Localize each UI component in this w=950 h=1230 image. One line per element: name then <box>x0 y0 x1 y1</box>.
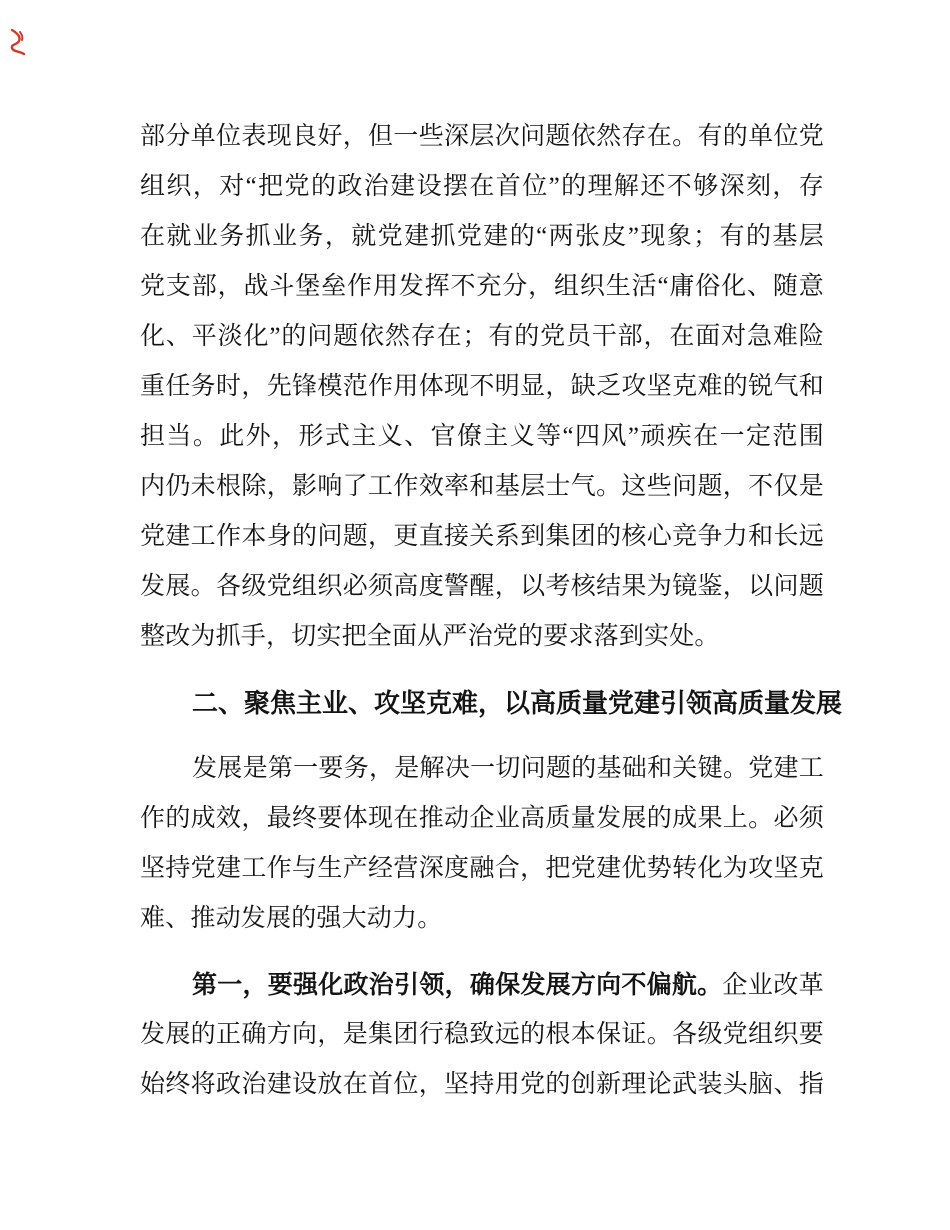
text-line <box>140 562 824 612</box>
paragraph <box>140 960 824 1110</box>
body-text: 企业改革 <box>722 972 824 999</box>
body-text: 重任务时，先锋模范作用体现不明显，缺乏攻坚克难的锐气和 <box>140 373 824 400</box>
body-text: 始终将政治建设放在首位，坚持用党的创新理论武装头脑、指 <box>140 1071 824 1098</box>
text-line <box>140 744 824 794</box>
body-text: 党支部，战斗堡垒作用发挥不充分，组织生活“庸俗化、随意 <box>140 273 824 300</box>
body-text: 内仍未根除，影响了工作效率和基层士气。这些问题，不仅是 <box>140 473 824 500</box>
document-body <box>140 112 843 1110</box>
text-line <box>140 112 824 162</box>
text-line <box>140 362 824 412</box>
body-text: 组织，对“把党的政治建设摆在首位”的理解还不够深刻，存 <box>140 173 824 200</box>
body-text: 发展是第一要务，是解决一切问题的基础和关键。党建工 <box>192 755 824 782</box>
text-line <box>140 462 824 512</box>
body-text: 部分单位表现良好，但一些深层次问题依然存在。有的单位党 <box>140 123 824 150</box>
body-text: 党建工作本身的问题，更直接关系到集团的核心竞争力和长远 <box>140 523 824 550</box>
paragraph <box>140 744 824 944</box>
text-line <box>140 212 824 262</box>
text-line <box>140 960 824 1010</box>
bold-text: 二、聚焦主业、攻坚克难，以高质量党建引领高质量发展 <box>192 688 843 718</box>
body-text: 整改为抓手，切实把全面从严治党的要求落到实处。 <box>140 623 720 650</box>
red-scribble-mark-icon <box>7 27 29 57</box>
text-line <box>140 312 824 362</box>
bold-text: 第一，要强化政治引领，确保发展方向不偏航。 <box>192 971 723 999</box>
body-text: 坚持党建工作与生产经营深度融合，把党建优势转化为攻坚克 <box>140 855 824 882</box>
paragraph <box>140 112 824 662</box>
body-text: 发展的正确方向，是集团行稳致远的根本保证。各级党组织要 <box>140 1021 824 1048</box>
text-line <box>140 794 824 844</box>
text-line <box>140 162 824 212</box>
body-text: 难、推动发展的强大动力。 <box>140 905 443 932</box>
text-line <box>140 678 843 728</box>
body-text: 担当。此外，形式主义、官僚主义等“四风”顽疾在一定范围 <box>140 423 824 450</box>
text-line <box>140 1060 824 1110</box>
text-line <box>140 894 824 944</box>
body-text: 作的成效，最终要体现在推动企业高质量发展的成果上。必须 <box>140 805 824 832</box>
body-text: 在就业务抓业务，就党建抓党建的“两张皮”现象；有的基层 <box>140 223 824 250</box>
text-line <box>140 512 824 562</box>
text-line <box>140 612 824 662</box>
text-line <box>140 1010 824 1060</box>
text-line <box>140 262 824 312</box>
body-text: 发展。各级党组织必须高度警醒，以考核结果为镜鉴，以问题 <box>140 573 824 600</box>
body-text: 化、平淡化”的问题依然存在；有的党员干部，在面对急难险 <box>140 323 824 350</box>
text-line <box>140 844 824 894</box>
text-line <box>140 412 824 462</box>
section-heading <box>140 678 843 728</box>
